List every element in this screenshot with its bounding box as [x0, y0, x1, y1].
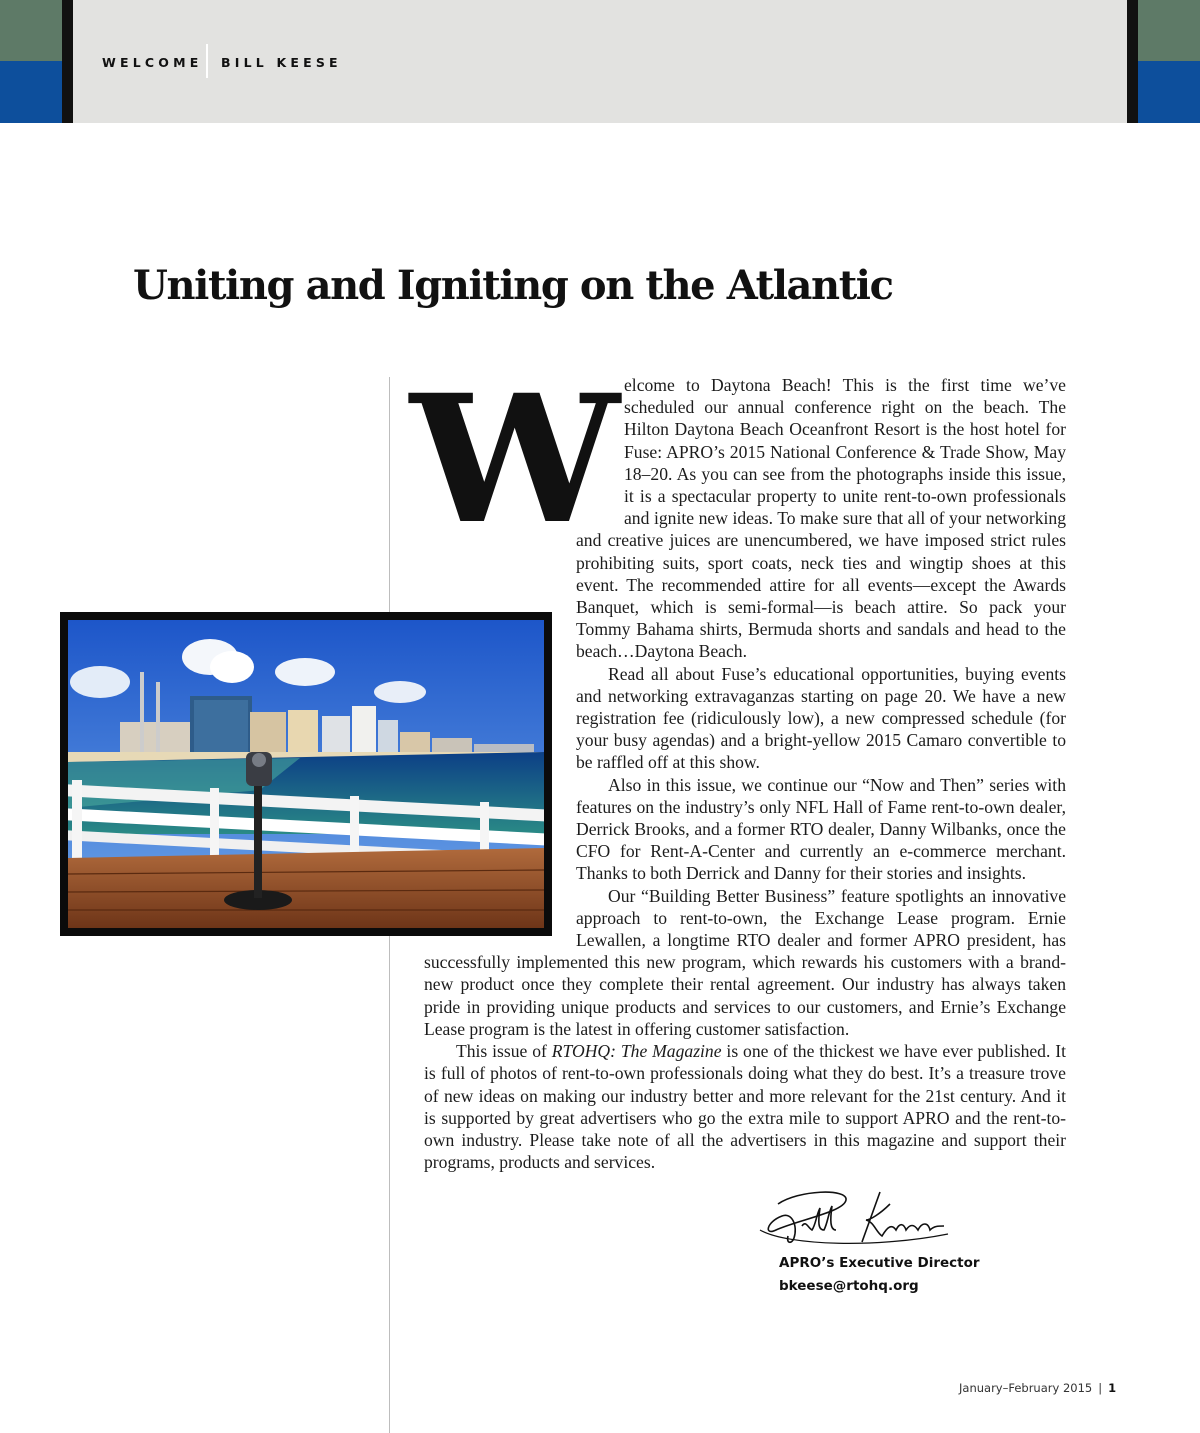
paragraph-5-lead: This issue of: [456, 1041, 552, 1062]
header-black-bar-left: [62, 0, 73, 123]
header-color-block-right: [1138, 0, 1200, 123]
signoff-email[interactable]: bkeese@rtohq.org: [779, 1278, 919, 1294]
header-divider: [206, 44, 208, 78]
handwritten-signature: [758, 1186, 954, 1252]
article-body: [424, 374, 1066, 1184]
photo-wrap-space: [424, 586, 576, 942]
header-black-bar-right: [1127, 0, 1138, 123]
issue-date: January–February 2015: [959, 1381, 1093, 1395]
paragraph-1: elcome to Daytona Beach! This is the first time we’ve scheduled our annual conference right on the beach. The Hilton Daytona Beach Oceanfront Resort is the host hotel for Fuse: APRO’s 2015 National Conference & Trade Show, May 18–20. As you can see from the photographs inside this issue, it is a spectacular property to unite rent-to-own professionals and ignite new ideas. To make sure that all of your networking and creative juices are unencumbered, we have imposed strict rules prohibiting suits, sport coats, neck ties and wingtip shoes at this event. The recommended attire for all events—except the Awards Banquet, which is semi-formal—is beach attire. So pack your Tommy Bahama shirts, Bermuda shorts and sandals and head to the beach…Daytona Beach.: [576, 375, 1066, 662]
paragraph-2: Read all about Fuse’s educational opportunities, buying events and networking extravaganzas starting on page 20. We have a new registration fee (ridiculously low), a new compressed schedule (for your busy agendas) and a bright-yellow 2015 Camaro convertible to be raffled off at this show.: [576, 663, 1066, 773]
signoff-title: APRO’s Executive Director: [779, 1255, 980, 1271]
header-color-block-left: [0, 0, 62, 123]
paragraph-3: Also in this issue, we continue our “Now and Then” series with features on the industry’s only NFL Hall of Fame rent-to-own dealer, Derrick Brooks, and a former RTO dealer, Danny Wilbanks, once the CFO for Rent-A-Center and currently an e-commerce merchant. Thanks to both Derrick and Danny for their stories and insights.: [576, 774, 1066, 884]
folio-separator: |: [1098, 1381, 1103, 1395]
paragraph-4: Our “Building Better Business” feature spotlights an innovative approach to rent-to-own, the Exchange Lease program. Ernie Lewallen, a longtime RTO dealer and former APRO president, has successfully implemented this new program, which rewards his customers with a brand-new product once they complete their rental agreement. Our industry has always taken pride in providing unique products and services to our customers, and Ernie’s Exchange Lease program is the latest in offering customer satisfaction.: [424, 885, 1066, 1039]
page-number: 1: [1108, 1381, 1117, 1395]
author-label: BILL KEESE: [221, 55, 342, 70]
page-folio: [959, 1381, 1116, 1395]
drop-cap: W: [410, 356, 620, 563]
article-title: Uniting and Igniting on the Atlantic: [133, 262, 893, 309]
header-band: [0, 0, 1200, 123]
section-label: WELCOME: [102, 55, 203, 70]
paragraph-5: [424, 1040, 1066, 1173]
magazine-name: RTOHQ: The Magazine: [551, 1041, 722, 1062]
paragraph-5-rest: is one of the thickest we have ever published. It is full of photos of rent-to-own professionals doing what they do best. It’s a treasure trove of new ideas on making our industry better and more relevant for the 21st century. And it is supported by great advertisers who go the extra mile to support APRO and the rent-to-own industry. Please take note of all the advertisers in this magazine and support their programs, products and services.: [424, 1041, 1066, 1173]
drop-cap-space: [424, 374, 624, 508]
